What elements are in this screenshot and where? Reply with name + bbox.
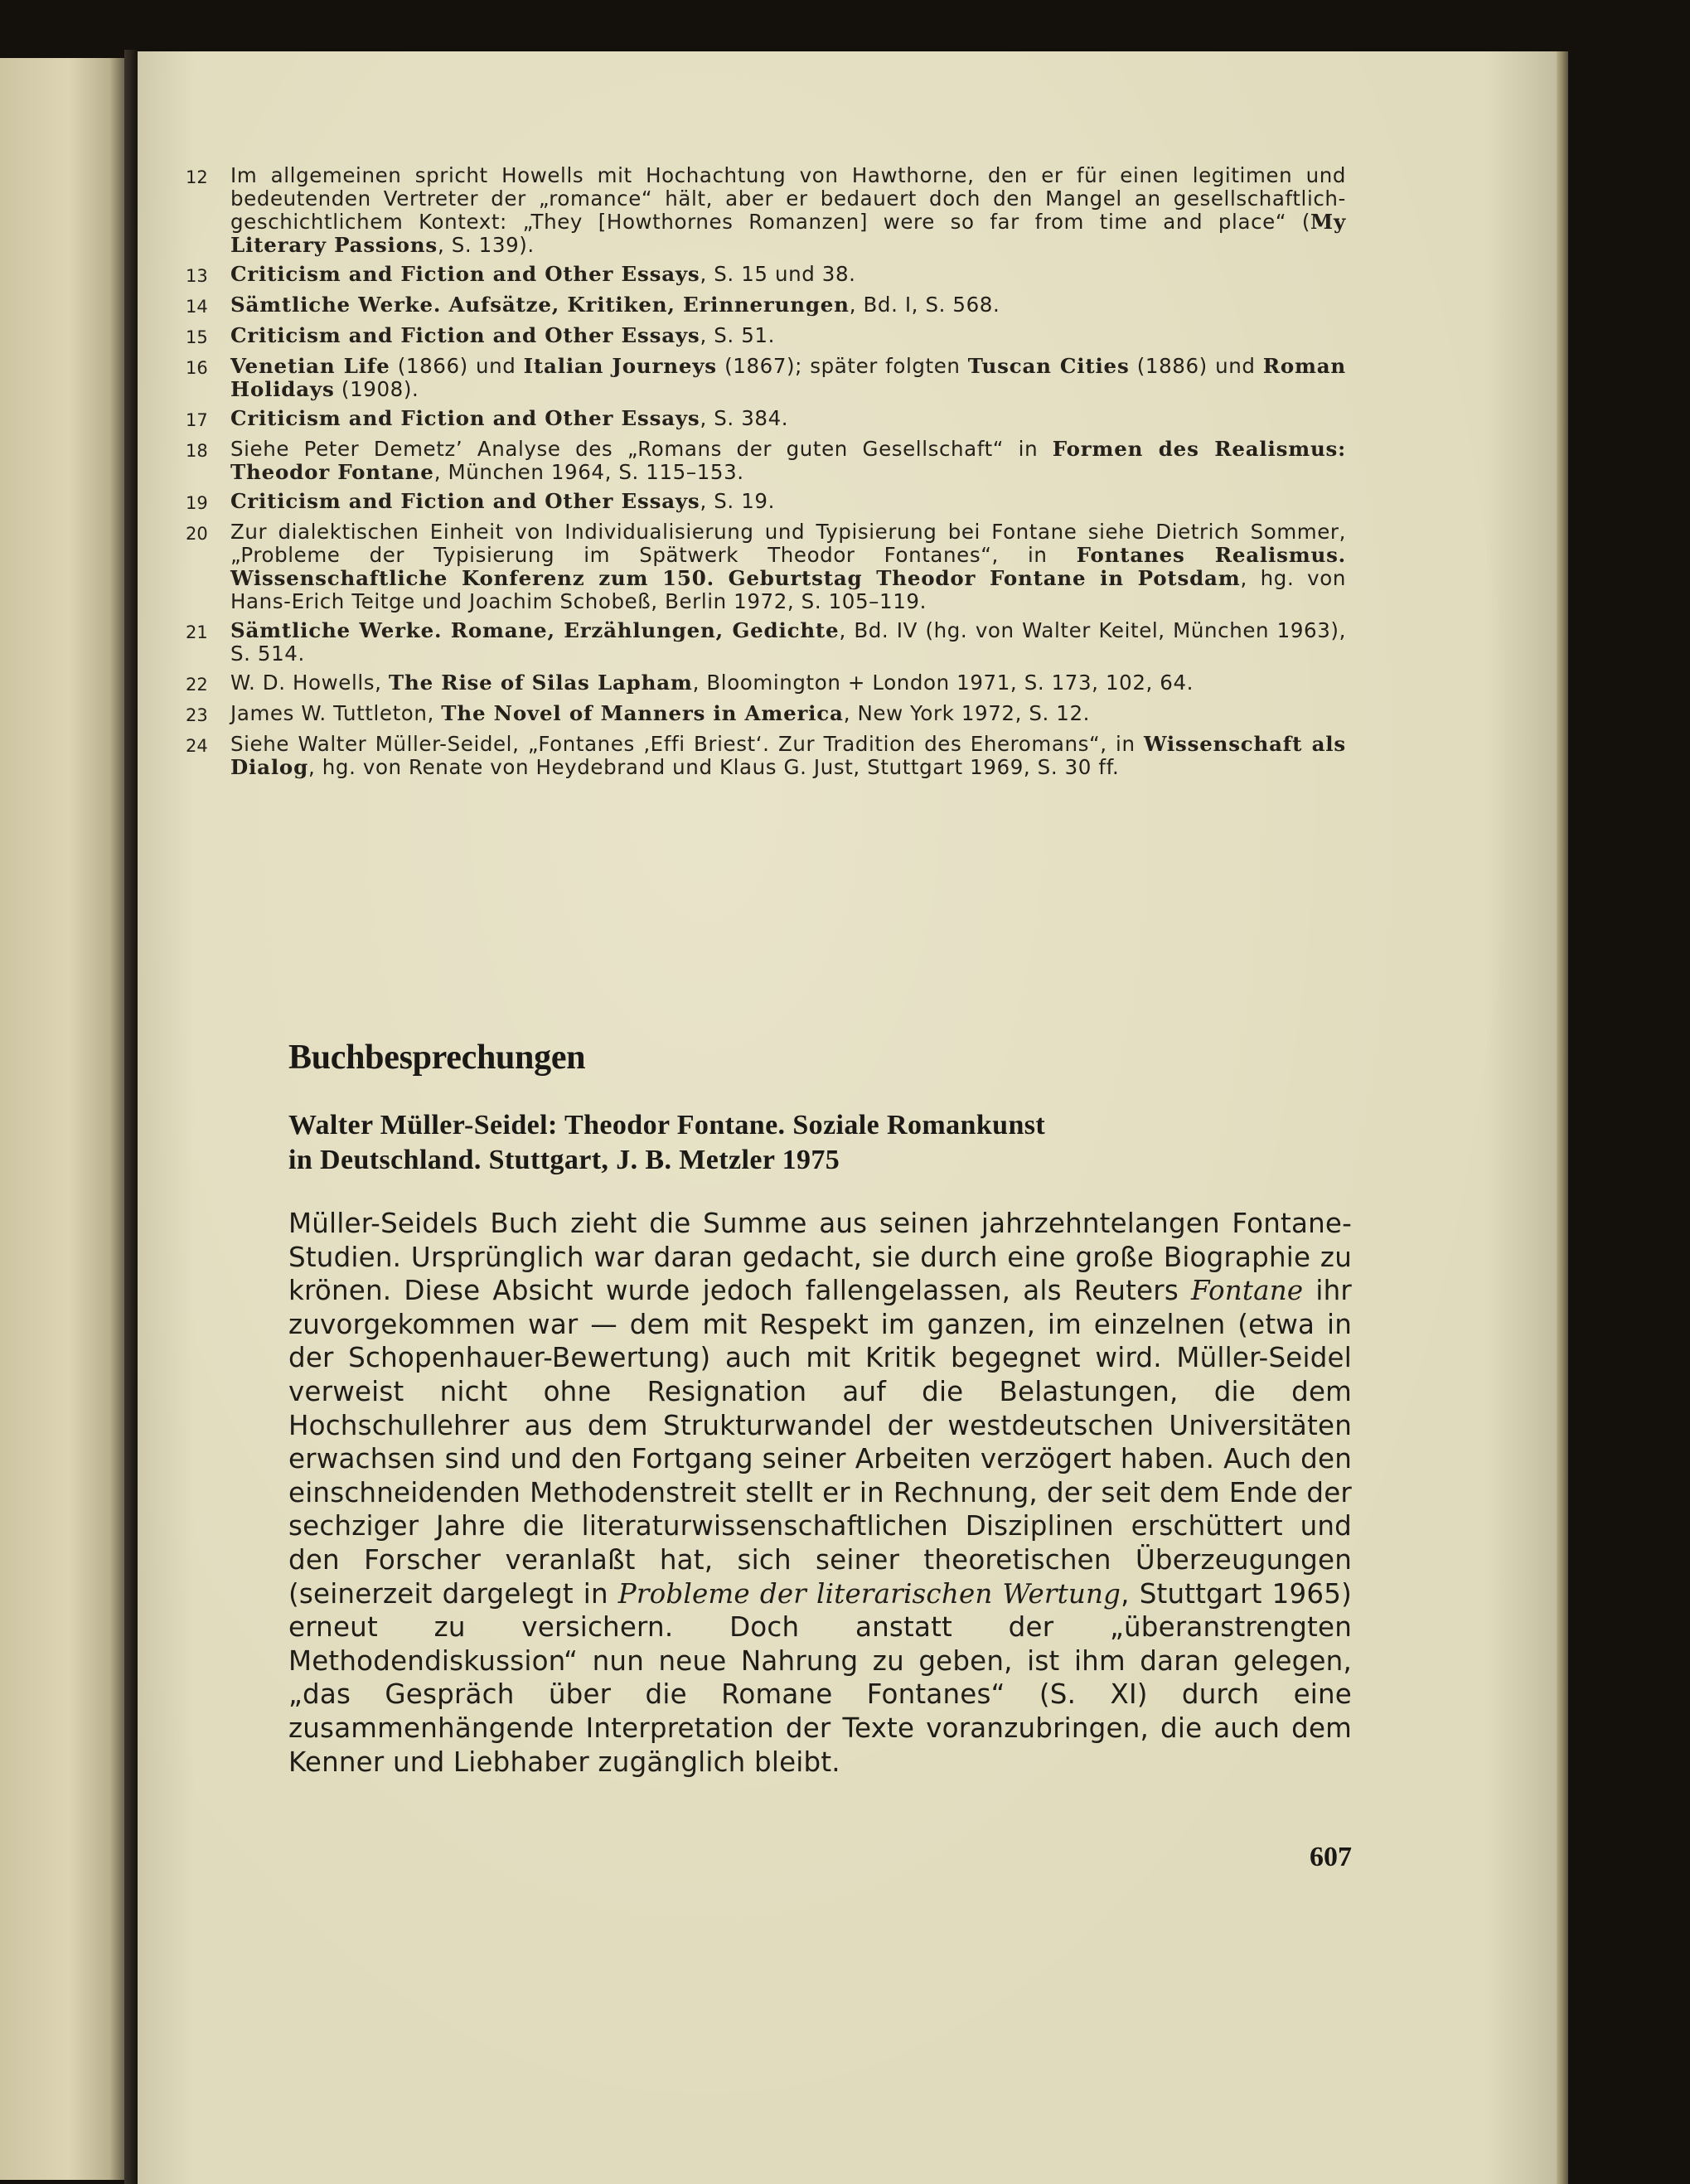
footnote-text [230,324,1346,349]
footnote [186,293,1346,318]
footnote-number: 16 [186,358,208,378]
footnote-text-run: , hg. von Renate von Heydebrand und Klaus G. Just, Stuttgart 1969, S. 30 ff. [308,755,1120,779]
footnote-title: Criticism and Fiction and Other Essays [230,406,700,430]
footnote-text-run: James W. Tuttleton, [230,701,442,725]
footnote-title: Wissenschaft als Dialog [230,732,1347,779]
footnote-text-run: (1866) und [390,354,524,378]
footnote [186,164,1346,257]
footnote-text-run: W. D. Howells, [230,671,389,695]
footnote-text [230,521,1346,613]
footnote-text-run: Siehe Walter Müller-Seidel, „Fontanes ‚Effi Briest‘. Zur Tradition des Eheromans“, in [230,732,1145,756]
footnote-number: 15 [186,327,208,347]
footnote-title: The Novel of Manners in America [441,701,844,725]
cited-work-title: Probleme der literarischen Wertung [617,1577,1121,1610]
footnote-text-run: , München 1964, S. 115–153. [433,460,744,484]
footnote-number: 14 [186,297,208,317]
footnote-text-run: Zur dialektischen Einheit von Individualisierung und Typisierung bei Fontane siehe Dietrich Sommer, „Probleme der Typisierung im Spätwerk Theodor Fontanes“, in [230,520,1346,567]
footnote-text [230,293,1346,318]
footnote-number: 13 [186,266,208,286]
footnote-title: Criticism and Fiction and Other Essays [230,262,700,286]
footnote-title: Sämtliche Werke. Aufsätze, Kritiken, Erinnerungen [230,293,850,317]
footnote [186,407,1346,432]
footnote-text [230,733,1346,779]
footnote-text-run: , Bd. I, S. 568. [849,293,1000,317]
footnote-number: 12 [186,167,208,187]
footnote-number: 20 [186,524,208,544]
footnote-text-run: (1908). [334,377,419,401]
footnote-title: Italian Journeys [523,354,717,378]
footnote-text-run: , S. 15 und 38. [700,262,856,286]
footnote-text-run: , hg. von Hans-Erich Teitge und Joachim Schobeß, Berlin 1972, S. 105–119. [230,566,1346,613]
review-body [288,1207,1352,1779]
footnote [186,438,1346,484]
footnote-text [230,619,1346,666]
footnote-text [230,702,1346,727]
footnote [186,490,1346,515]
review-title-line2: in Deutschland. Stuttgart, J. B. Metzler 1975 [288,1145,840,1175]
footnote-number: 18 [186,441,208,461]
footnote [186,521,1346,613]
body-text-run: Müller-Seidels Buch zieht die Summe aus seinen jahrzehntelangen Fontane-Studien. Ursprünglich war daran gedacht, sie durch eine große Biographie zu krönen. Diese Absicht wurde jedoch fallengelassen, als Reuters [288,1208,1352,1307]
footnote-text [230,164,1346,257]
footnote [186,263,1346,288]
footnotes-list [186,164,1346,785]
body-text-run: ihr zuvorgekommen war — dem mit Respekt im ganzen, im einzelnen (etwa in der Schopenhauer-Bewertung) auch mit Kritik begegnet wird. Müller-Seidel verweist nicht ohne Resignation auf die Belastungen, die dem Hochschullehrer aus dem Strukturwandel der westdeutschen Universitäten erwachsen sind und den Fortgang seiner Arbeiten verzögert haben. Auch den einschneidenden Methodenstreit stellt er in Rechnung, der seit dem Ende der sechziger Jahre die literaturwissenschaftlichen Disziplinen erschüttert und den Forscher veranlaßt hat, sich seiner theoretischen Überzeugungen (seinerzeit dargelegt in [288,1275,1352,1610]
footnote-title: Criticism and Fiction and Other Essays [230,323,700,347]
footnote-text-run: (1867); später folgten [716,354,968,378]
footnote-text-run: , S. 384. [700,406,789,430]
footnote-text-run: , S. 51. [700,323,775,347]
footnote [186,324,1346,349]
footnote-text [230,407,1346,432]
footnote-number: 17 [186,410,208,430]
page-edge-right [1557,51,1568,2184]
footnote-text-run: Im allgemeinen spricht Howells mit Hochachtung von Hawthorne, den er für einen legitimen und bedeutenden Vertreter der „romance“ hält, aber er bedauert doch den Mangel an gesellschaftlich-geschichtlichem Kontext: „They [Howthornes Romanzen] were so far from time and place“ ( [230,163,1346,234]
footnote [186,671,1346,696]
footnote-number: 21 [186,622,208,642]
footnote [186,733,1346,779]
footnote-title: Fontanes Realismus. Wissenschaftliche Konferenz zum 150. Geburtstag Theodor Fontane in Potsdam [230,543,1346,590]
footnote-title: Venetian Life [230,354,390,378]
footnote-text-run: (1886) und [1129,354,1263,378]
footnote-text-run: , S. 19. [700,489,775,513]
footnote-title: Tuscan Cities [967,354,1130,378]
section-title: Buchbesprechungen [288,1039,586,1077]
footnote [186,355,1346,401]
footnote-number: 22 [186,675,208,695]
footnote [186,702,1346,727]
footnote-text [230,671,1346,696]
footnote-title: Formen des Realismus: Theodor Fontane [230,437,1346,484]
footnote-title: My Literary Passions [230,210,1346,257]
footnote-text-run: , Bloomington + London 1971, S. 173, 102, 64. [692,671,1194,695]
footnote-title: Sämtliche Werke. Romane, Erzählungen, Gedichte [230,618,840,642]
footnote-text [230,355,1346,401]
footnote-title: Criticism and Fiction and Other Essays [230,489,700,513]
body-text-run: , Stuttgart 1965) erneut zu versichern. Doch anstatt der „überanstrengten Methodendiskussion“ nun neue Nahrung zu geben, ist ihm daran gelegen, „das Gespräch über die Romane Fontanes“ (S. XI) durch eine zusammenhängende Interpretation der Texte voranzubringen, die auch dem Kenner und Liebhaber zugänglich bleibt. [288,1577,1352,1778]
footnote-text [230,263,1346,288]
footnote-text [230,438,1346,484]
book-gutter [124,50,138,2184]
footnote-title: Roman Holidays [230,354,1347,401]
footnote-number: 24 [186,736,208,756]
cited-work-title: Fontane [1191,1275,1304,1307]
footnote-text [230,490,1346,515]
footnote-text-run: Siehe Peter Demetz’ Analyse des „Romans der guten Gesellschaft“ in [230,437,1053,461]
review-title-line1: Walter Müller-Seidel: Theodor Fontane. Soziale Romankunst [288,1110,1046,1140]
review-title [288,1108,1366,1178]
page-number: 607 [1310,1842,1352,1872]
footnote-number: 23 [186,705,208,725]
footnote-title: The Rise of Silas Lapham [388,671,693,695]
facing-page-edge [0,58,124,2180]
footnote-text-run: , New York 1972, S. 12. [843,701,1091,725]
footnote-text-run: , Bd. IV (hg. von Walter Keitel, München 1963), S. 514. [230,618,1346,666]
footnote-number: 19 [186,493,208,513]
footnote-text-run: , S. 139). [437,233,535,257]
footnote [186,619,1346,666]
